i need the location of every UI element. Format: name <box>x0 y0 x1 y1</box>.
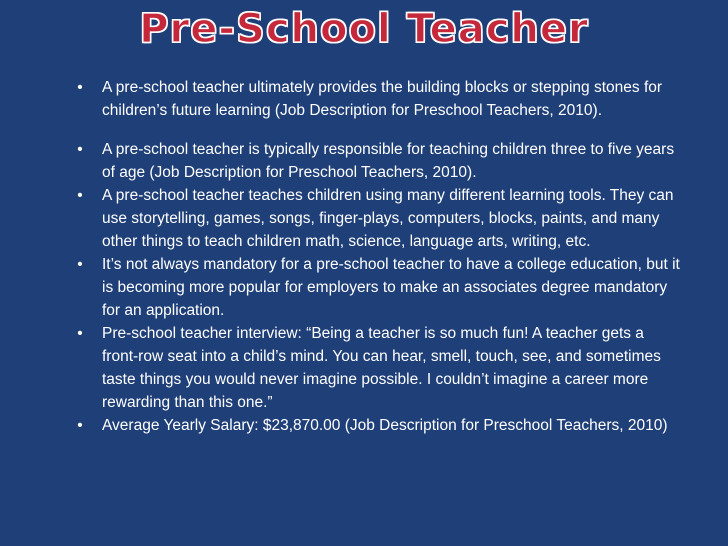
bullet-text: A pre-school teacher ultimately provides the building blocks or stepping stones for children’s future learning (Job Description for Preschool Teachers, 2010). <box>102 79 663 119</box>
bullet-item-1 <box>74 76 684 122</box>
bullet-text: It’s not always mandatory for a pre-school teacher to have a college education, but it is becoming more popular for employers to make an associates degree mandatory for an application. <box>102 256 680 319</box>
bullet-icon: • <box>77 256 83 273</box>
bullet-item-4 <box>74 253 684 322</box>
bullet-item-2 <box>74 138 684 184</box>
slide-title: Pre-School Teacher <box>139 6 589 52</box>
bullet-icon: • <box>77 187 83 204</box>
bullet-item-3 <box>74 184 684 253</box>
bullet-item-6 <box>74 414 684 437</box>
bullet-icon: • <box>77 417 83 434</box>
bullet-text: Average Yearly Salary: $23,870.00 (Job Description for Preschool Teachers, 2010) <box>102 417 668 434</box>
bullet-text: Pre-school teacher interview: “Being a teacher is so much fun! A teacher gets a front-row seat into a child’s mind. You can hear, smell, touch, see, and sometimes taste things you would never imagine possible. I couldn’t imagine a career more rewarding than this one.” <box>102 325 661 411</box>
bullet-icon: • <box>77 325 83 342</box>
bullet-icon: • <box>77 79 83 96</box>
bullet-icon: • <box>77 141 83 158</box>
bullet-list <box>74 76 684 437</box>
bullet-item-5 <box>74 322 684 414</box>
bullet-text: A pre-school teacher teaches children using many different learning tools. They can use storytelling, games, songs, finger-plays, computers, blocks, paints, and many other things to teach children math, science, language arts, writing, etc. <box>102 187 674 250</box>
bullet-text: A pre-school teacher is typically responsible for teaching children three to five years of age (Job Description for Preschool Teachers, 2010). <box>102 141 675 181</box>
